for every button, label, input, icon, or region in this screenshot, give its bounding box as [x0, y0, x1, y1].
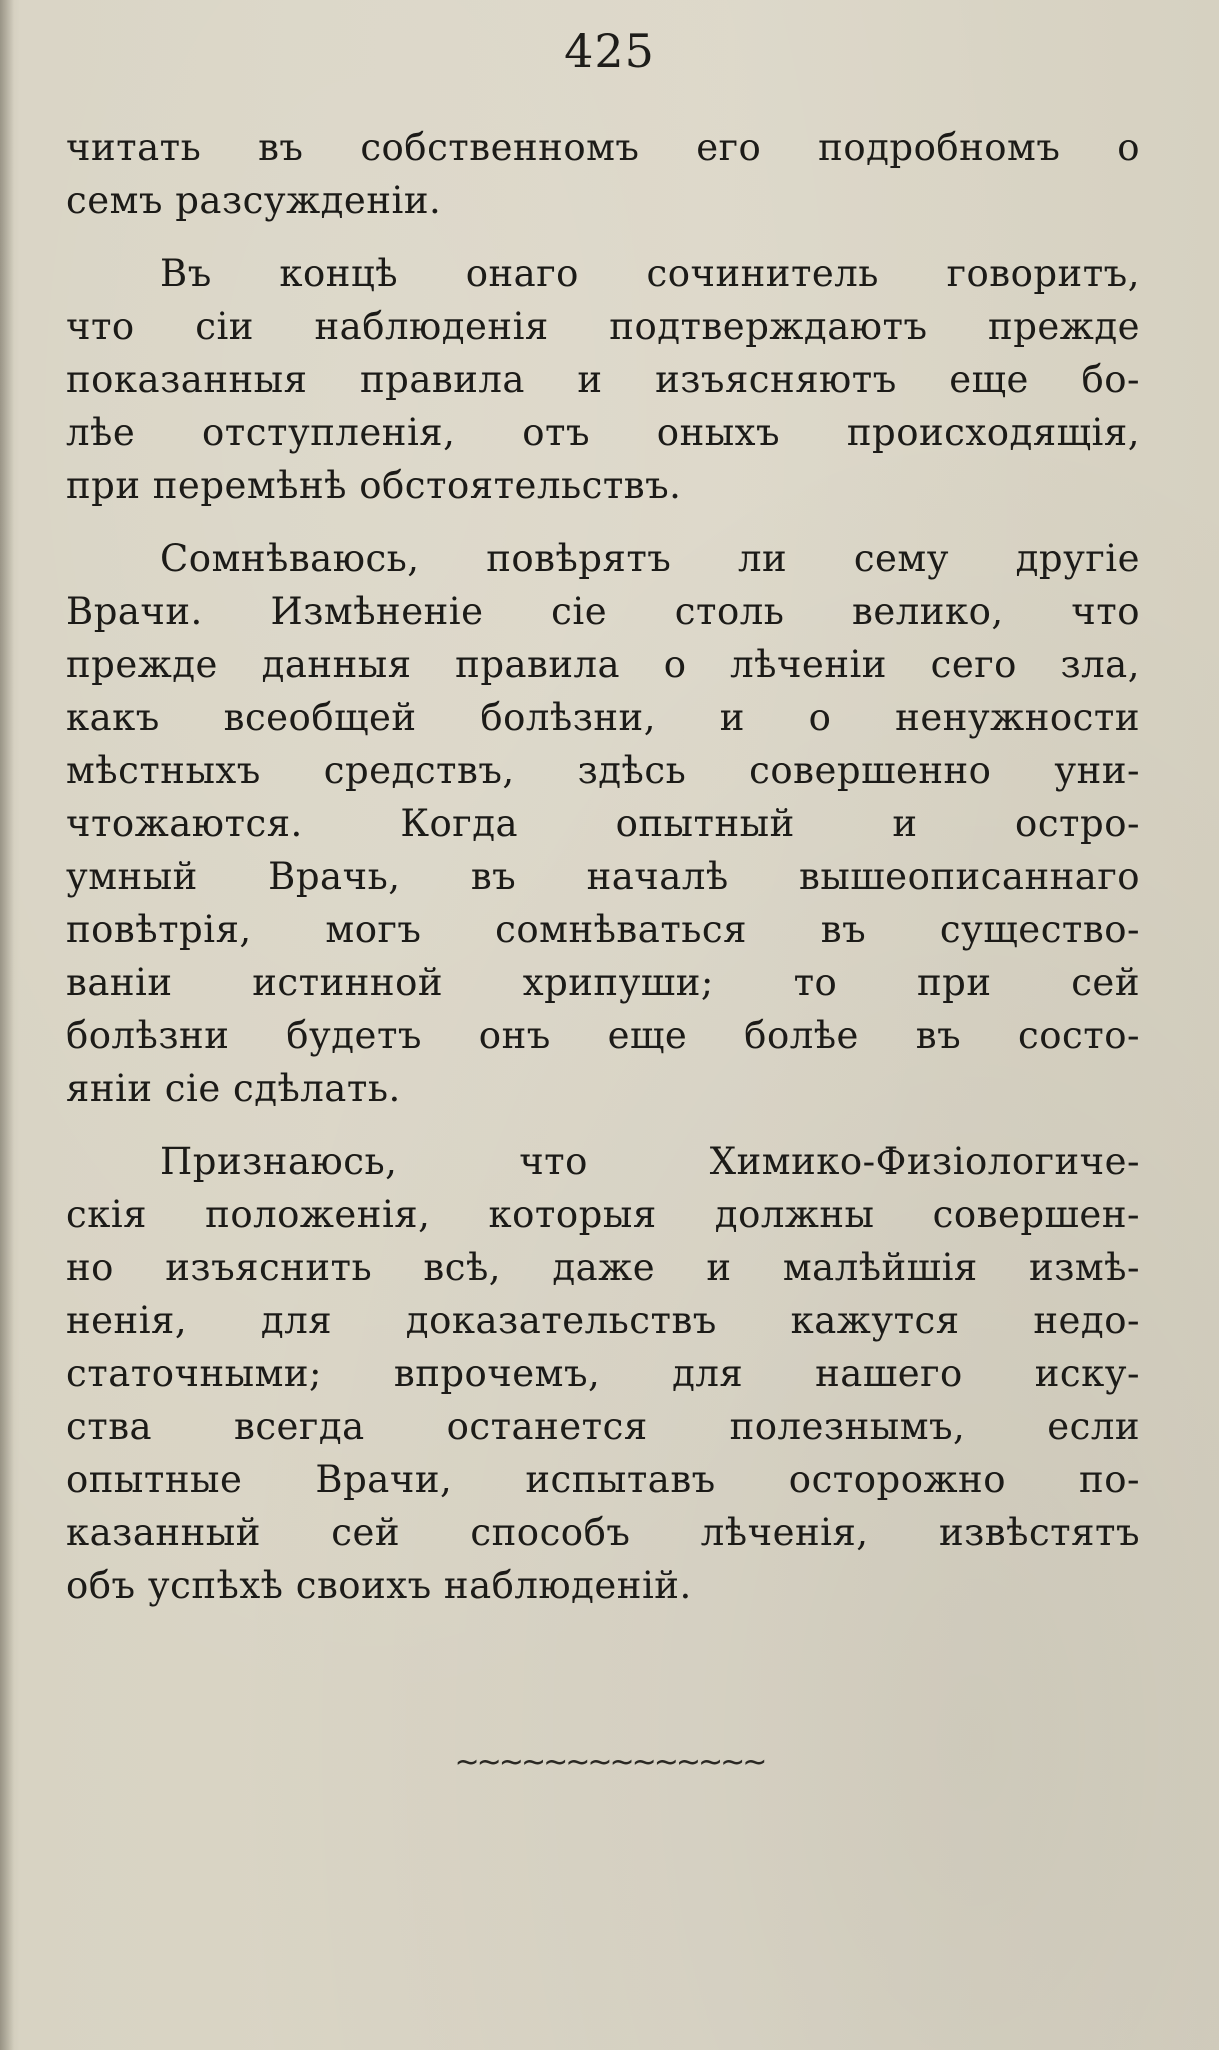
text-line: мѣстныхъ средствъ, здѣсь совершенно уни-	[66, 749, 1140, 792]
text-line: Признаюсь, что Химико-Физіологиче-	[160, 1140, 1140, 1183]
text-line: скія положенія, которыя должны совершен-	[66, 1193, 1140, 1236]
text-line: статочными; впрочемъ, для нашего иску-	[66, 1352, 1140, 1395]
paragraph-1	[66, 121, 1140, 227]
text-line: объ успѣхѣ своихъ наблюденій.	[66, 1564, 692, 1607]
text-line: ненія, для доказательствъ кажутся недо-	[66, 1299, 1140, 1342]
text-line: ства всегда останется полезнымъ, если	[66, 1405, 1140, 1448]
text-line: Въ концѣ онаго сочинитель говоритъ,	[160, 252, 1140, 295]
text-line: читать въ собственномъ его подробномъ о	[66, 126, 1140, 169]
ornamental-divider: ~~~~~~~~~~~~~~	[454, 1745, 765, 1780]
text-line: яніи сіе сдѣлать.	[66, 1067, 401, 1110]
text-line: но изъяснить всѣ, даже и малѣйшія измѣ-	[66, 1246, 1140, 1289]
text-body	[66, 121, 1140, 1632]
text-line: показанныя правила и изъясняютъ еще бо-	[66, 358, 1140, 401]
text-line: казанный сей способъ лѣченія, извѣстятъ	[66, 1511, 1140, 1554]
text-line: Врачи. Измѣненіе сіе столь велико, что	[66, 590, 1140, 633]
page-number: 425	[564, 24, 655, 78]
text-line: при перемѣнѣ обстоятельствъ.	[66, 464, 682, 507]
text-line: умный Врачь, въ началѣ вышеописаннаго	[66, 855, 1140, 898]
text-line: Сомнѣваюсь, повѣрятъ ли сему другіе	[160, 537, 1140, 580]
paragraph-4	[66, 1135, 1140, 1612]
text-line: опытные Врачи, испытавъ осторожно по-	[66, 1458, 1140, 1501]
text-line: лѣе отступленія, отъ оныхъ происходящія,	[66, 411, 1140, 454]
paragraph-3	[66, 532, 1140, 1115]
text-line: прежде данныя правила о лѣченіи сего зла,	[66, 643, 1140, 686]
text-line: какъ всеобщей болѣзни, и о ненужности	[66, 696, 1140, 739]
text-line: семъ разсужденіи.	[66, 179, 442, 222]
text-line: чтожаются. Когда опытный и остро-	[66, 802, 1140, 845]
text-line: повѣтрія, могъ сомнѣваться въ существо-	[66, 908, 1140, 951]
text-line: что сіи наблюденія подтверждаютъ прежде	[66, 305, 1140, 348]
paragraph-2	[66, 247, 1140, 512]
page-gutter-shadow	[0, 0, 14, 2050]
text-line: болѣзни будетъ онъ еще болѣе въ состо-	[66, 1014, 1140, 1057]
text-line: ваніи истинной хрипуши; то при сей	[66, 961, 1140, 1004]
